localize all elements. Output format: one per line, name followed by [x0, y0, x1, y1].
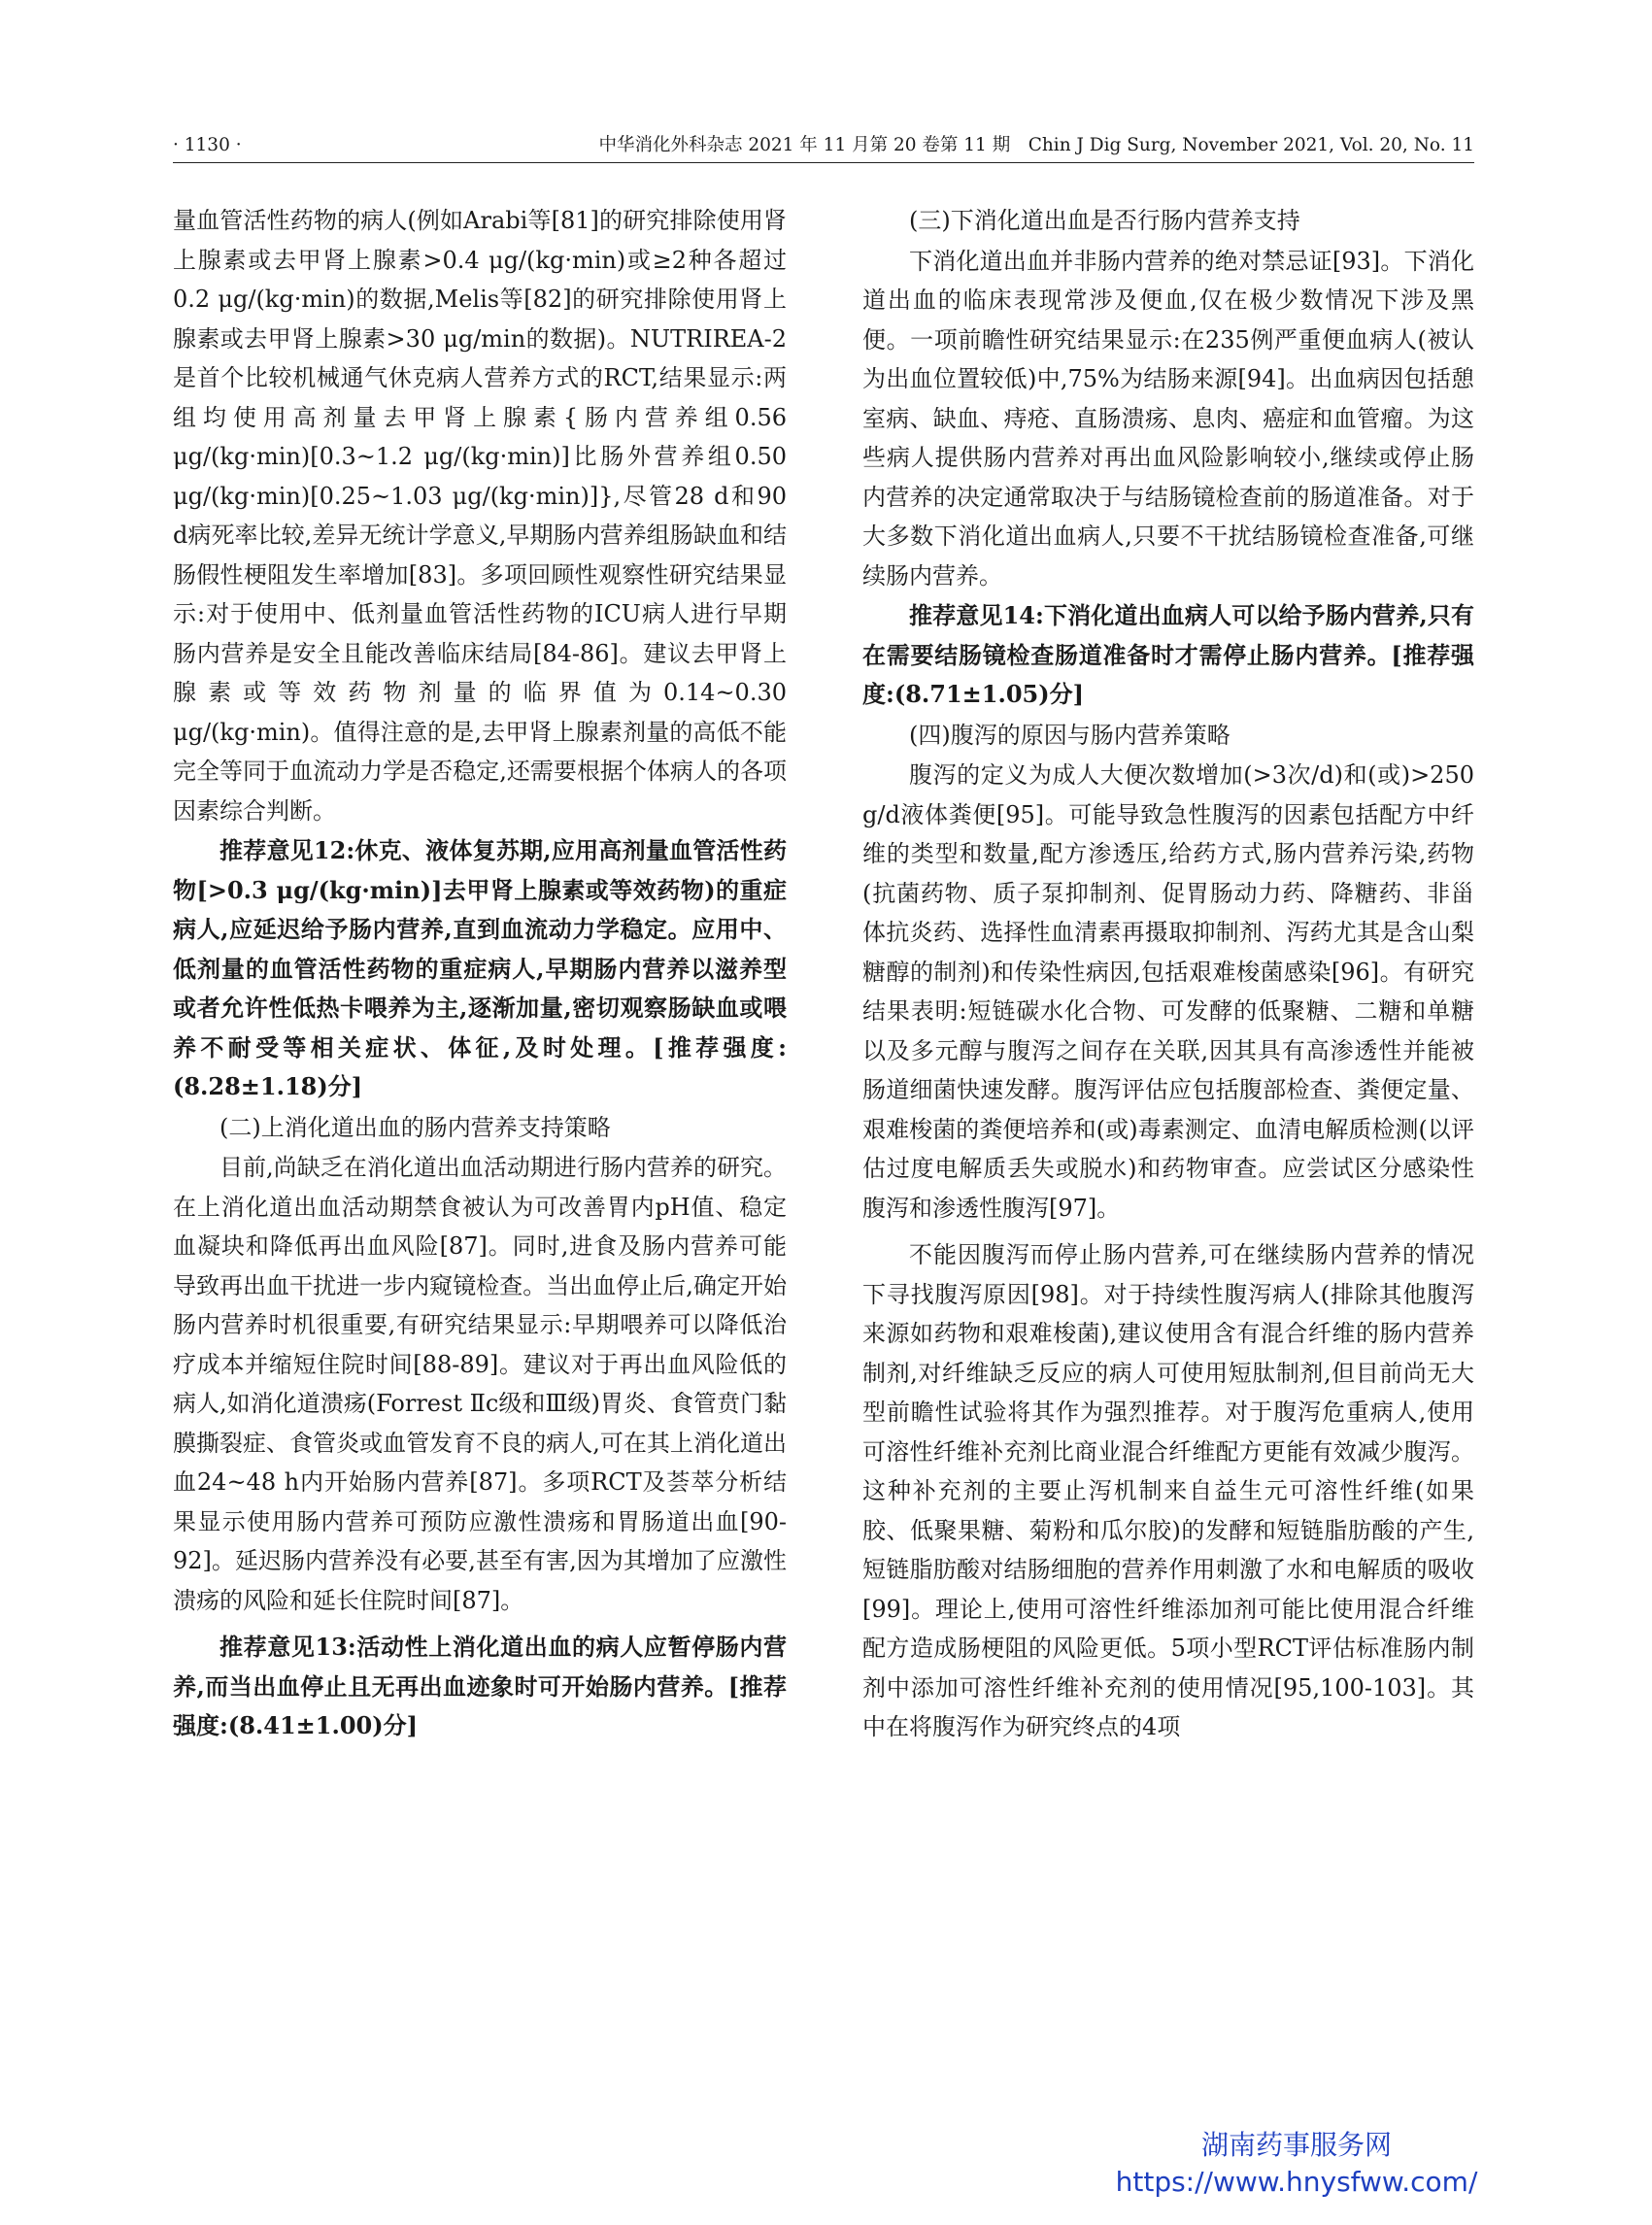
- body-paragraph: 腹泻的定义为成人大便次数增加(>3次/d)和(或)>250 g/d液体粪便[95]。可能导致急性腹泻的因素包括配方中纤维的类型和数量,配方渗透压,给药方式,肠内营养污染,药物(抗菌药物、质子泵抑制剂、促胃肠动力药、降糖药、非甾体抗炎药、选择性血清素再摄取抑制剂、泻药尤其是含山梨糖醇的制剂)和传染性病因,包括艰难梭菌感染[96]。有研究结果表明:短链碳水化合物、可发酵的低聚糖、二糖和单糖以及多元醇与腹泻之间存在关联,因其具有高渗透性并能被肠道细菌快速发酵。腹泻评估应包括腹部检查、粪便定量、艰难梭菌的粪便培养和(或)毒素测定、血清电解质检测(以评估过度电解质丢失或脱水)和药物审查。应尝试区分感染性腹泻和渗透性腹泻[97]。: [862, 761, 1474, 1222]
- recommendation-paragraph: 推荐意见14:下消化道出血病人可以给予肠内营养,只有在需要结肠镜检查肠道准备时才需停止肠内营养。[推荐强度:(8.71±1.05)分]: [862, 601, 1474, 708]
- body-paragraph: 不能因腹泻而停止肠内营养,可在继续肠内营养的情况下寻找腹泻原因[98]。对于持续性腹泻病人(排除其他腹泻来源如药物和艰难梭菌),建议使用含有混合纤维的肠内营养制剂,对纤维缺乏反应的病人可使用短肽制剂,但目前尚无大型前瞻性试验将其作为强烈推荐。对于腹泻危重病人,使用可溶性纤维补充剂比商业混合纤维配方更能有效减少腹泻。这种补充剂的主要止泻机制来自益生元可溶性纤维(如果胶、低聚果糖、菊粉和瓜尔胶)的发酵和短链脂肪酸的产生,短链脂肪酸对结肠细胞的营养作用刺激了水和电解质的吸收[99]。理论上,使用可溶性纤维添加剂可能比使用混合纤维配方造成肠梗阻的风险更低。5项小型RCT评估标准肠内制剂中添加可溶性纤维补充剂的使用情况[95,100-103]。其中在将腹泻作为研究终点的4项: [862, 1241, 1474, 1740]
- section-heading: (二)上消化道出血的肠内营养支持策略: [219, 1113, 611, 1141]
- journal-citation: 中华消化外科杂志 2021 年 11 月第 20 卷第 11 期 Chin J Dig Surg, November 2021, Vol. 20, No. 11: [598, 135, 1474, 155]
- section-heading: (四)腹泻的原因与肠内营养策略: [909, 721, 1231, 749]
- watermark-url: https://www.hnysfww.com/: [1115, 2166, 1478, 2198]
- recommendation-paragraph: 推荐意见13:活动性上消化道出血的病人应暂停肠内营养,而当出血停止且无再出血迹象时可开始肠内营养。[推荐强度:(8.41±1.00)分]: [173, 1633, 787, 1739]
- right-column: [862, 201, 1474, 1748]
- body-paragraph: 下消化道出血并非肠内营养的绝对禁忌证[93]。下消化道出血的临床表现常涉及便血,仅在极少数情况下涉及黑便。一项前瞻性研究结果显示:在235例严重便血病人(被认为出血位置较低)中,75%为结肠来源[94]。出血病因包括憩室病、缺血、痔疮、直肠溃疡、息肉、癌症和血管瘤。为这些病人提供肠内营养对再出血风险影响较小,继续或停止肠内营养的决定通常取决于与结肠镜检查前的肠道准备。对于大多数下消化道出血病人,只要不干扰结肠镜检查准备,可继续肠内营养。: [862, 247, 1474, 590]
- recommendation-paragraph: 推荐意见12:休克、液体复苏期,应用高剂量血管活性药物[>0.3 μg/(kg·min)]去甲肾上腺素或等效药物)的重症病人,应延迟给予肠内营养,直到血流动力学稳定。应用中、低剂量的血管活性药物的重症病人,早期肠内营养以滋养型或者允许性低热卡喂养为主,逐渐加量,密切观察肠缺血或喂养不耐受等相关症状、体征,及时处理。[推荐强度:(8.28±1.18)分]: [173, 836, 787, 1100]
- page-number: · 1130 ·: [173, 135, 242, 155]
- body-paragraph: 目前,尚缺乏在消化道出血活动期进行肠内营养的研究。在上消化道出血活动期禁食被认为可改善胃内pH值、稳定血凝块和降低再出血风险[87]。同时,进食及肠内营养可能导致再出血干扰进一步内窥镜检查。当出血停止后,确定开始肠内营养时机很重要,有研究结果显示:早期喂养可以降低治疗成本并缩短住院时间[88-89]。建议对于再出血风险低的病人,如消化道溃疡(Forrest Ⅱc级和Ⅲ级)胃炎、食管贲门黏膜撕裂症、食管炎或血管发育不良的病人,可在其上消化道出血24~48 h内开始肠内营养[87]。多项RCT及荟萃分析结果显示使用肠内营养可预防应激性溃疡和胃肠道出血[90-92]。延迟肠内营养没有必要,甚至有害,因为其增加了应激性溃疡的风险和延长住院时间[87]。: [173, 1154, 787, 1614]
- section-heading: (三)下消化道出血是否行肠内营养支持: [909, 207, 1300, 234]
- left-column: [173, 201, 787, 1747]
- body-paragraph: 量血管活性药物的病人(例如Arabi等[81]的研究排除使用肾上腺素或去甲肾上腺素>0.4 μg/(kg·min)或≥2种各超过0.2 μg/(kg·min)的数据,Melis等[82]的研究排除使用肾上腺素或去甲肾上腺素>30 μg/min的数据)。NUTRIREA-2是首个比较机械通气休克病人营养方式的RCT,结果显示:两组均使用高剂量去甲肾上腺素{肠内营养组0.56 μg/(kg·min)[0.3~1.2 μg/(kg·min)]比肠外营养组0.50 μg/(kg·min)[0.25~1.03 μg/(kg·min)]},尽管28 d和90 d病死率比较,差异无统计学意义,早期肠内营养组肠缺血和结肠假性梗阻发生率增加[83]。多项回顾性观察性研究结果显示:对于使用中、低剂量血管活性药物的ICU病人进行早期肠内营养是安全且能改善临床结局[84-86]。建议去甲肾上腺素或等效药物剂量的临界值为0.14~0.30 μg/(kg·min)。值得注意的是,去甲肾上腺素剂量的高低不能完全等同于血流动力学是否稳定,还需要根据个体病人的各项因素综合判断。: [173, 207, 787, 825]
- running-header: [173, 129, 1474, 163]
- watermark: [1093, 2127, 1500, 2201]
- watermark-site-name: 湖南药事服务网: [1200, 2129, 1392, 2161]
